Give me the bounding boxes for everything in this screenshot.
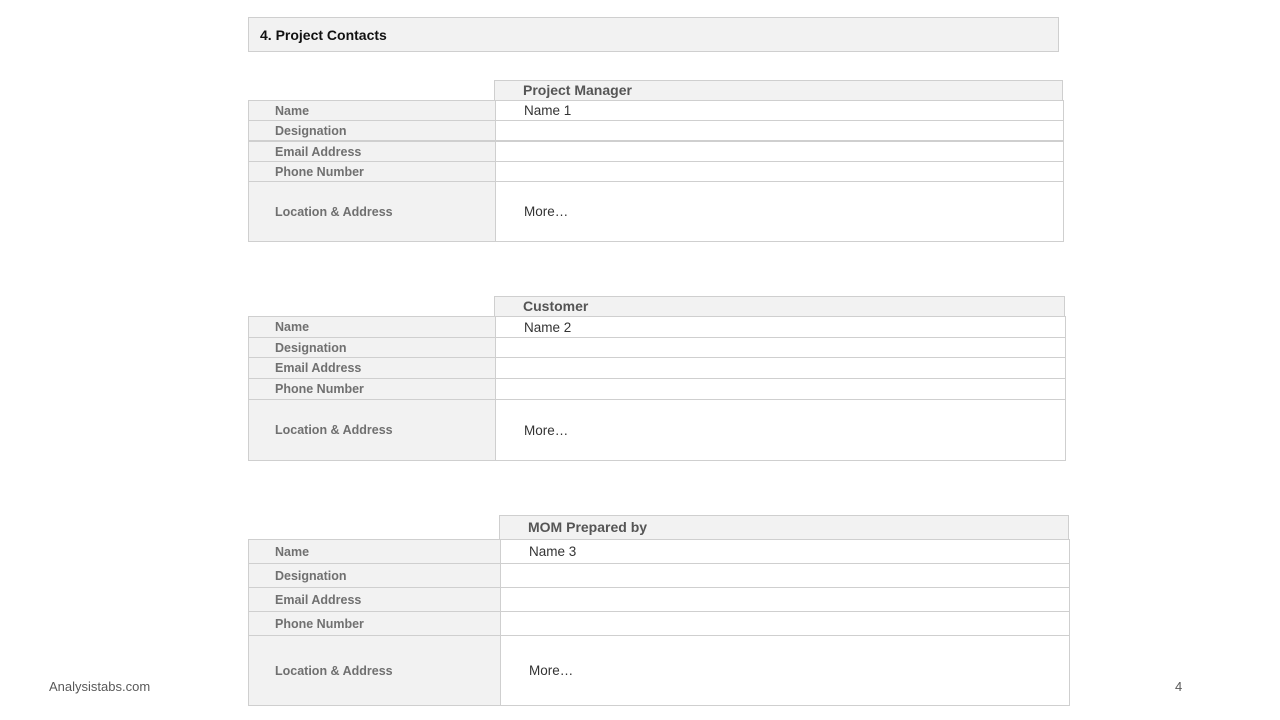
table-row-phone [248,162,1064,182]
table-row-name [248,317,1066,338]
table-row-email [248,588,1070,612]
location-value[interactable]: More… [495,181,1064,242]
phone-value[interactable] [495,161,1064,182]
row-label: Location & Address [248,635,501,706]
table-row-email [248,142,1064,162]
footer-source: Analysistabs.com [49,679,151,694]
contact-table-project-manager [248,80,1063,244]
row-label: Phone Number [248,161,496,182]
table-row-designation [248,564,1070,588]
row-label: Location & Address [248,181,496,242]
row-label: Name [248,539,501,564]
row-label: Location & Address [248,399,496,461]
name-value[interactable]: Name 3 [500,539,1070,564]
contact-table-header: Customer [494,296,1065,317]
location-value[interactable]: More… [500,635,1070,706]
row-label: Phone Number [248,378,496,400]
row-label: Email Address [248,357,496,379]
table-row-phone [248,612,1070,636]
contact-table-header: Project Manager [494,80,1063,101]
table-row-email [248,358,1066,379]
page-number: 4 [1175,679,1183,694]
row-label: Name [248,100,496,121]
table-row-phone [248,379,1066,400]
name-value[interactable]: Name 1 [495,100,1064,121]
table-row-location [248,182,1064,242]
contact-table-mom-prepared-by [248,515,1069,707]
designation-value[interactable] [495,120,1064,141]
section-title [248,17,1059,52]
table-row-name [248,101,1064,121]
email-value[interactable] [495,357,1066,379]
table-row-location [248,636,1070,706]
row-label: Designation [248,563,501,588]
row-label: Designation [248,337,496,358]
phone-value[interactable] [495,378,1066,400]
row-label: Name [248,316,496,338]
email-value[interactable] [495,141,1064,162]
designation-value[interactable] [495,337,1066,358]
row-label: Designation [248,120,496,141]
row-label: Email Address [248,587,501,612]
designation-value[interactable] [500,563,1070,588]
table-row-location [248,400,1066,461]
contact-table-customer [248,296,1065,462]
table-row-designation [248,121,1064,141]
contact-table-header: MOM Prepared by [499,515,1069,540]
section-title-text: 4. Project Contacts [260,26,387,43]
row-label: Email Address [248,141,496,162]
table-row-name [248,540,1070,564]
name-value[interactable]: Name 2 [495,316,1066,338]
row-label: Phone Number [248,611,501,636]
phone-value[interactable] [500,611,1070,636]
email-value[interactable] [500,587,1070,612]
location-value[interactable]: More… [495,399,1066,461]
table-row-designation [248,338,1066,358]
